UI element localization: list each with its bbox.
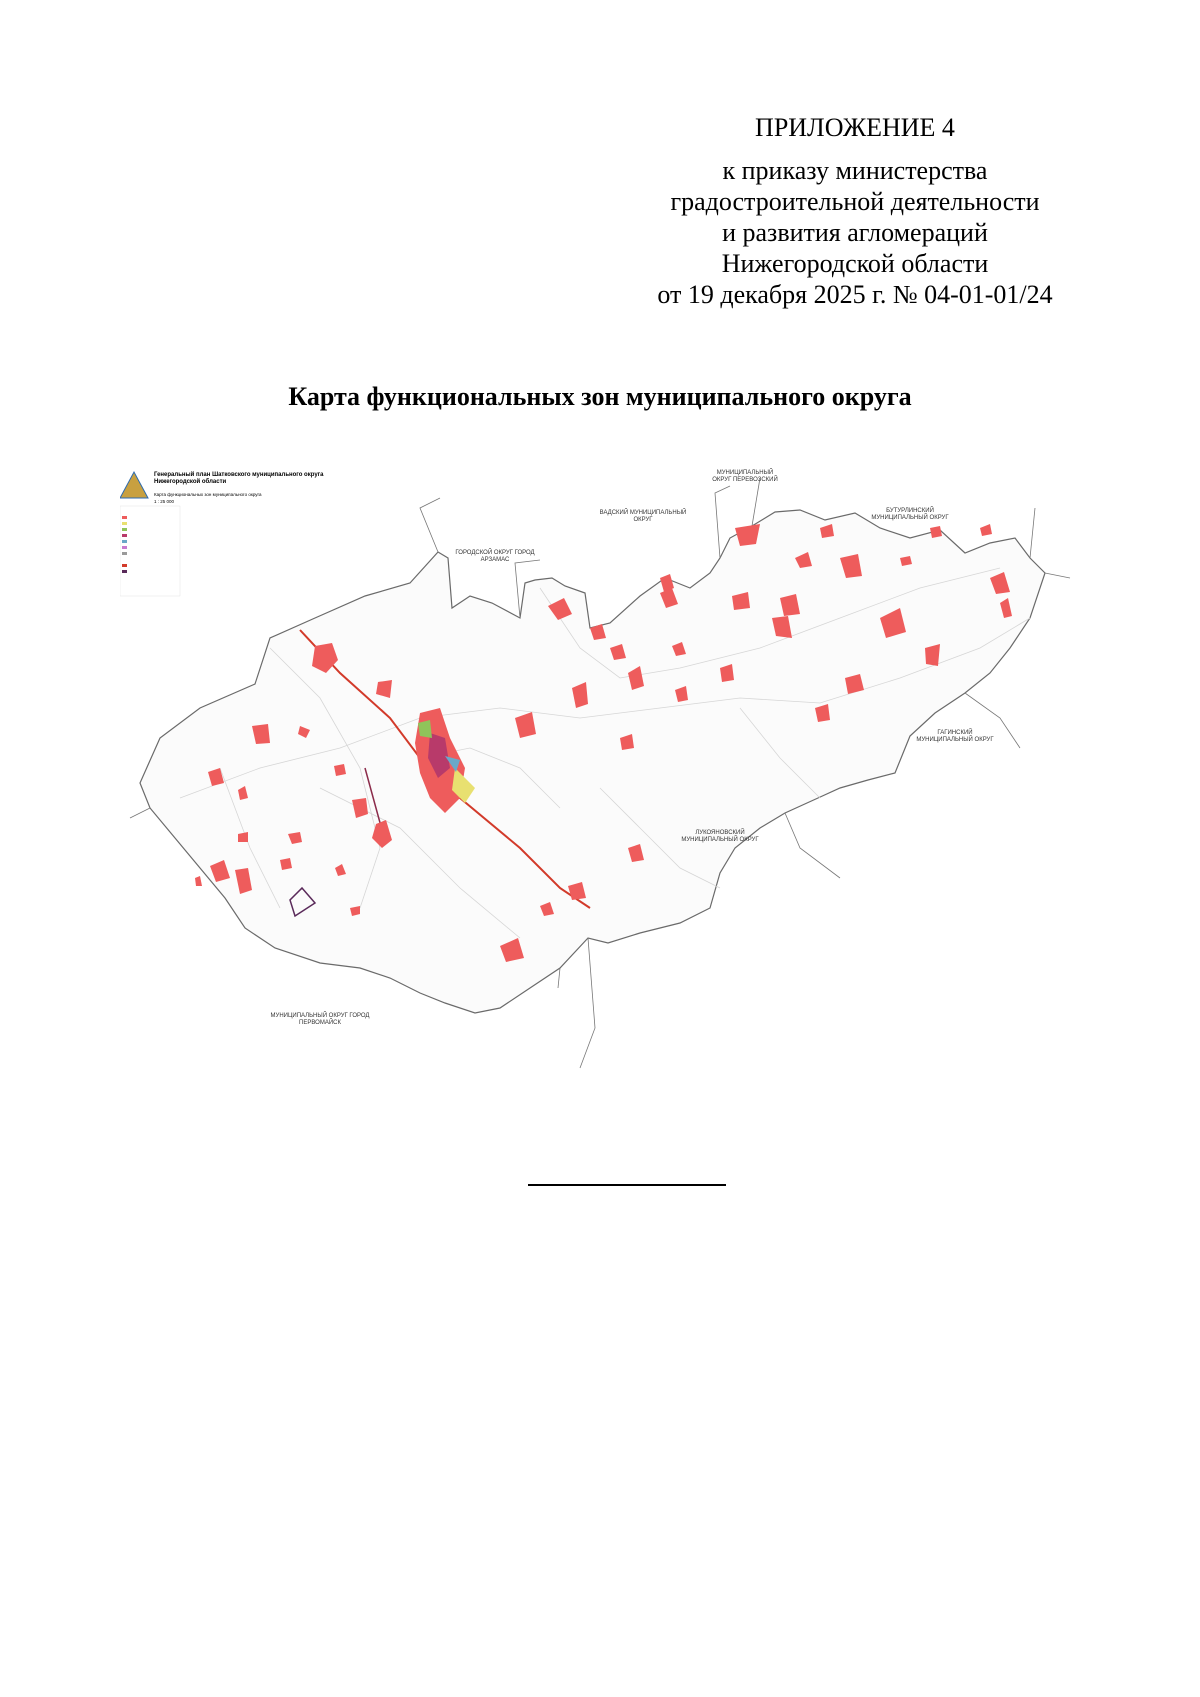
appendix-block [620,112,1090,310]
appendix-line: к приказу министерства [722,156,988,185]
neighbor-label: БУТУРЛИНСКИЙ МУНИЦИПАЛЬНЫЙ ОКРУГ [871,508,949,521]
appendix-title: ПРИЛОЖЕНИЕ 4 [755,113,955,142]
legend-thumbnail [120,472,180,596]
map-subtitle: Карта функциональных зон муниципального округа [154,492,262,497]
neighbor-label: ВАДСКИЙ МУНИЦИПАЛЬНЫЙ ОКРУГ [599,510,687,523]
neighbor-label: ГОРОДСКОЙ ОКРУГ ГОРОД АРЗАМАС [455,550,535,563]
neighbor-label: МУНИЦИПАЛЬНЫЙ ОКРУГ ПЕРЕВОЗСКИЙ [712,470,778,483]
map-scale: 1 : 25 000 [154,499,175,504]
functional-zones-map [120,468,1120,1148]
neighbor-label: ГАГИНСКИЙ МУНИЦИПАЛЬНЫЙ ОКРУГ [916,730,994,743]
neighbor-label: МУНИЦИПАЛЬНЫЙ ОКРУГ ГОРОД ПЕРВОМАЙСК [270,1013,370,1026]
appendix-line: градостроительной деятельности [670,187,1040,216]
map-title: Генеральный план Шатковского муниципального округа Нижегородской области [154,472,324,485]
neighbor-label: ЛУКОЯНОВСКИЙ МУНИЦИПАЛЬНЫЙ ОКРУГ [681,830,759,843]
document-title: Карта функциональных зон муниципального округа [288,382,912,411]
map-svg [120,468,1120,1148]
district-boundary [140,510,1045,1013]
appendix-line: Нижегородской области [721,249,989,278]
appendix-line: и развития агломераций [722,218,988,247]
closing-rule [528,1184,726,1186]
appendix-line: от 19 декабря 2025 г. № 04-01-01/24 [657,280,1053,309]
